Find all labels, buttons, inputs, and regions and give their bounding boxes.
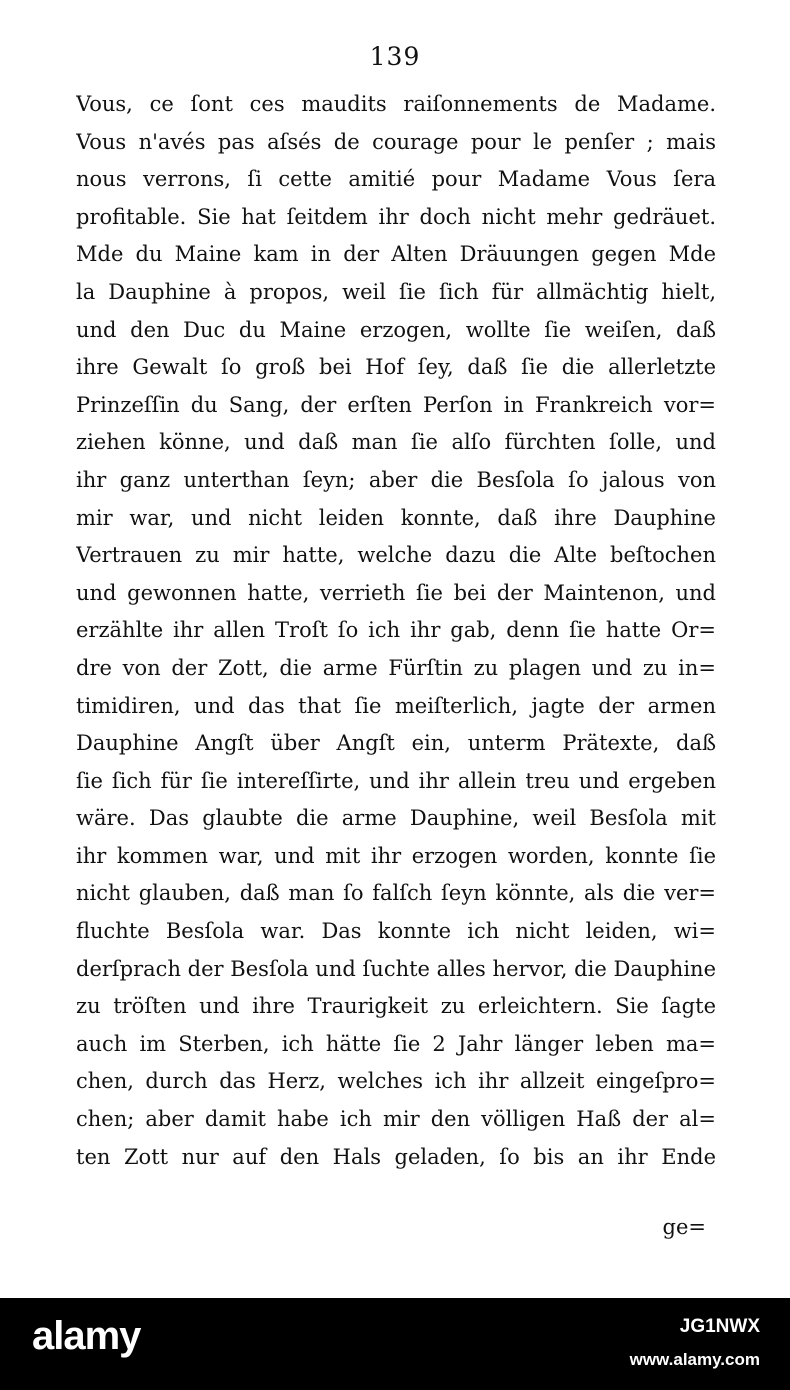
text-line: Mde du Maine kam in der Alten Dräuungen gegen Mde — [76, 242, 716, 267]
text-line: profitable. Sie hat ſeitdem ihr doch nicht mehr gedräuet. — [76, 204, 716, 229]
page-text-block — [76, 86, 716, 1176]
text-line: und den Duc du Maine erzogen, wollte ſie weiſen, daß — [76, 317, 716, 342]
text-line: ten Zott nur auf den Hals geladen, ſo bis an ihr Ende — [76, 1144, 716, 1169]
text-line: nicht glauben, daß man ſo falſch ſeyn könnte, als die ver= — [76, 881, 716, 906]
text-line: ihre Gewalt ſo groß bei Hof ſey, daß ſie die allerletzte — [76, 355, 716, 380]
text-line: fluchte Besſola war. Das konnte ich nicht leiden, wi= — [76, 919, 716, 944]
text-line: ſie ſich für ſie intereſſirte, und ihr allein treu und ergeben — [76, 768, 716, 793]
text-line: ihr kommen war, und mit ihr erzogen worden, konnte ſie — [76, 843, 716, 868]
text-line: Vous n'avés pas aſsés de courage pour le penſer ; mais — [76, 129, 716, 154]
text-line: zu tröſten und ihre Traurigkeit zu erleichtern. Sie ſagte — [76, 994, 716, 1019]
text-line: Dauphine Angſt über Angſt ein, unterm Prätexte, daß — [76, 731, 716, 756]
text-line: chen, durch das Herz, welches ich ihr allzeit eingeſpro= — [76, 1069, 716, 1094]
text-line: la Dauphine à propos, weil ſie ſich für allmächtig hielt, — [76, 279, 716, 304]
text-line: chen; aber damit habe ich mir den völligen Haß der al= — [76, 1107, 716, 1132]
text-line: und gewonnen hatte, verrieth ſie bei der Maintenon, und — [76, 580, 716, 605]
alamy-logo: alamy — [32, 1314, 141, 1358]
text-line: Prinzeſſin du Sang, der erſten Perſon in Frankreich vor= — [76, 392, 716, 417]
text-line: nous verrons, ſi cette amitié pour Madame Vous ſera — [76, 167, 716, 192]
page-number: 139 — [369, 42, 421, 71]
text-line: timidiren, und das that ſie meiſterlich, jagte der armen — [76, 693, 716, 718]
watermark-url: www.alamy.com — [629, 1350, 760, 1369]
stock-watermark-bar — [0, 1298, 790, 1390]
text-line: mir war, und nicht leiden konnte, daß ihre Dauphine — [76, 505, 716, 530]
text-line: wäre. Das glaubte die arme Dauphine, weil Besſola mit — [76, 806, 716, 831]
image-id: JG1NWX — [679, 1316, 760, 1337]
text-line: auch im Sterben, ich hätte ſie 2 Jahr länger leben ma= — [76, 1031, 716, 1056]
text-line: Vous, ce ſont ces maudits raiſonnements de Madame. — [76, 92, 716, 116]
text-line: derſprach der Besſola und ſuchte alles hervor, die Dauphine — [76, 956, 716, 981]
text-line: ziehen könne, und daß man ſie alſo fürchten ſolle, und — [76, 430, 716, 455]
catchword: ge= — [662, 1215, 706, 1239]
text-line: dre von der Zott, die arme Fürſtin zu plagen und zu in= — [76, 655, 716, 680]
text-line: erzählte ihr allen Troſt ſo ich ihr gab, denn ſie hatte Or= — [76, 618, 716, 643]
text-line: Vertrauen zu mir hatte, welche dazu die Alte beſtochen — [76, 543, 716, 568]
text-line: ihr ganz unterthan ſeyn; aber die Besſola ſo jalous von — [76, 467, 716, 492]
